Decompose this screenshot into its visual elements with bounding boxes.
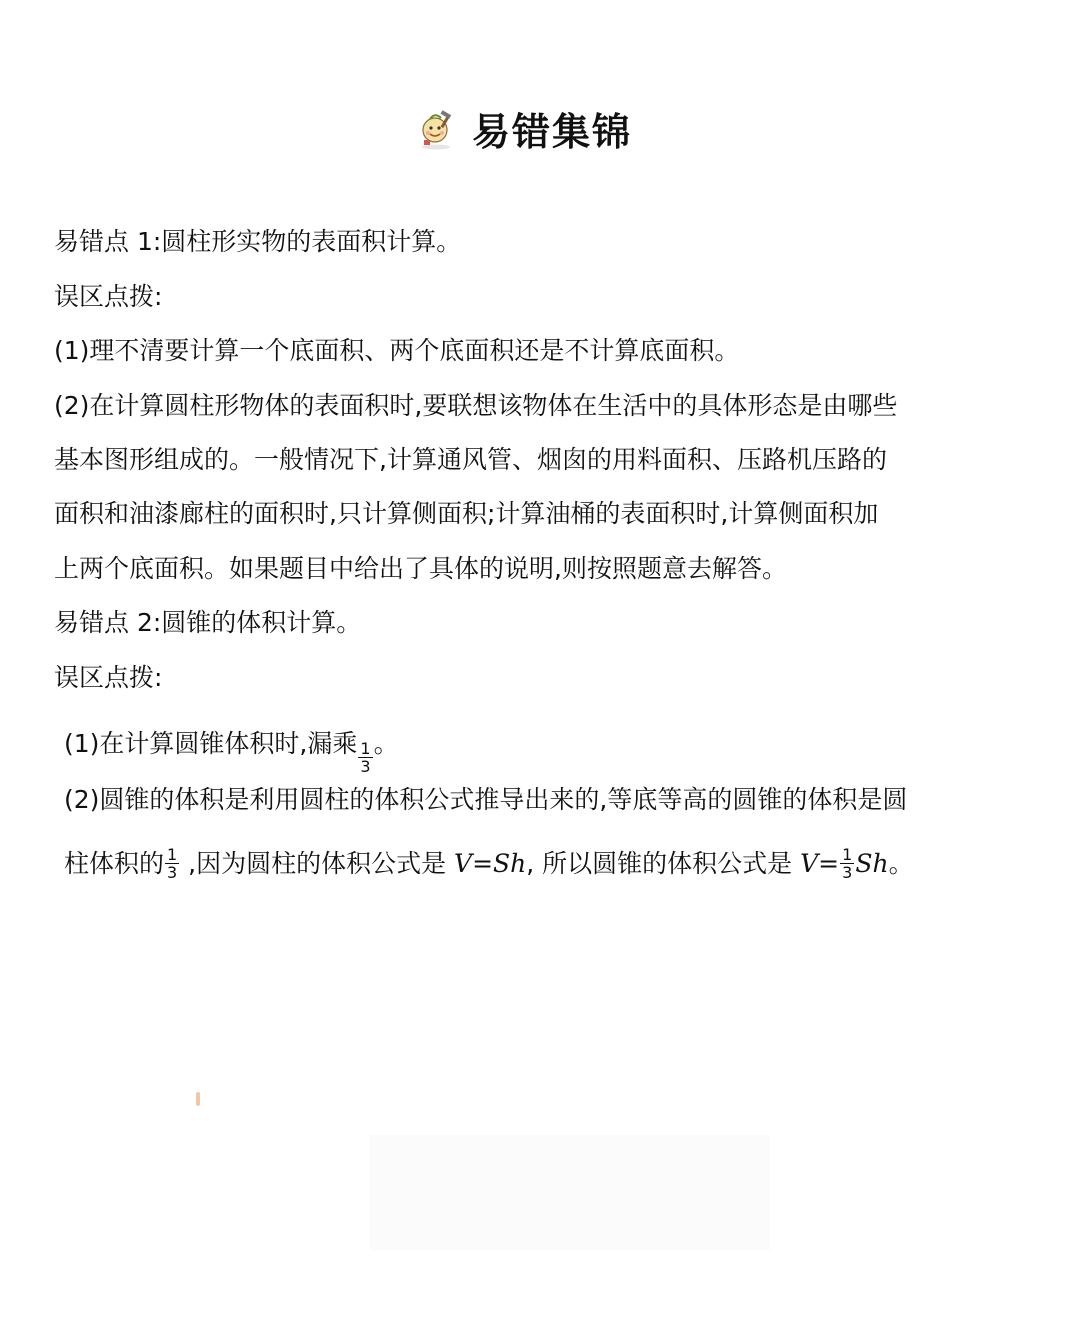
fraction-denominator: 3	[842, 862, 853, 882]
fraction-numerator: 1	[842, 844, 853, 864]
point2-item1-end: 。	[373, 729, 399, 758]
point1-item1: (1)理不清要计算一个底面积、两个底面积还是不计算底面积。	[54, 336, 740, 365]
page-header	[0, 98, 1080, 158]
fraction-denominator: 3	[360, 756, 371, 776]
page-title: 易错集锦	[471, 109, 632, 154]
cone-formula-right: Sh	[855, 849, 889, 878]
point1-tips-label: 误区点拨:	[54, 282, 163, 311]
cone-formula-left: V=	[800, 849, 840, 878]
point2-item1-text: (1)在计算圆锥体积时,漏乘	[64, 729, 358, 758]
point2-tips-label: 误区点拨:	[54, 663, 163, 692]
one-third-fraction	[840, 846, 854, 881]
fraction-denominator: 3	[167, 862, 178, 882]
point1-item2-line1: (2)在计算圆柱形物体的表面积时,要联想该物体在生活中的具体形态是由哪些	[54, 391, 898, 420]
cylinder-volume-formula: V=Sh	[454, 849, 527, 878]
blank-area	[370, 1135, 770, 1250]
point2-item2-line2	[64, 846, 914, 883]
point1-item2-line3: 面积和油漆廊柱的面积时,只计算侧面积;计算油桶的表面积时,计算侧面积加	[54, 499, 879, 528]
point2-item2-line1: (2)圆锥的体积是利用圆柱的体积公式推导出来的,等底等高的圆锥的体积是圆	[64, 785, 908, 814]
one-third-fraction	[358, 740, 372, 775]
point2-heading: 易错点 2:圆锥的体积计算。	[54, 608, 362, 637]
point2-item2-part1: 柱体积的	[64, 849, 165, 878]
one-third-fraction	[165, 846, 179, 881]
point2-item1	[64, 726, 399, 776]
cartoon-mascot-icon	[414, 106, 458, 150]
fraction-numerator: 1	[167, 844, 178, 864]
fraction-numerator: 1	[360, 738, 371, 758]
point2-item2-part3: , 所以圆锥的体积公式是	[526, 849, 801, 878]
point1-heading: 易错点 1:圆柱形实物的表面积计算。	[54, 227, 462, 256]
point2-item2-end: 。	[888, 849, 914, 878]
point2-item2-part2: ,因为圆柱的体积公式是	[180, 849, 455, 878]
scan-artifact	[196, 1092, 200, 1106]
point1-item2-line4: 上两个底面积。如果题目中给出了具体的说明,则按照题意去解答。	[54, 554, 787, 583]
point1-item2-line2: 基本图形组成的。一般情况下,计算通风管、烟囱的用料面积、压路机压路的	[54, 445, 887, 474]
